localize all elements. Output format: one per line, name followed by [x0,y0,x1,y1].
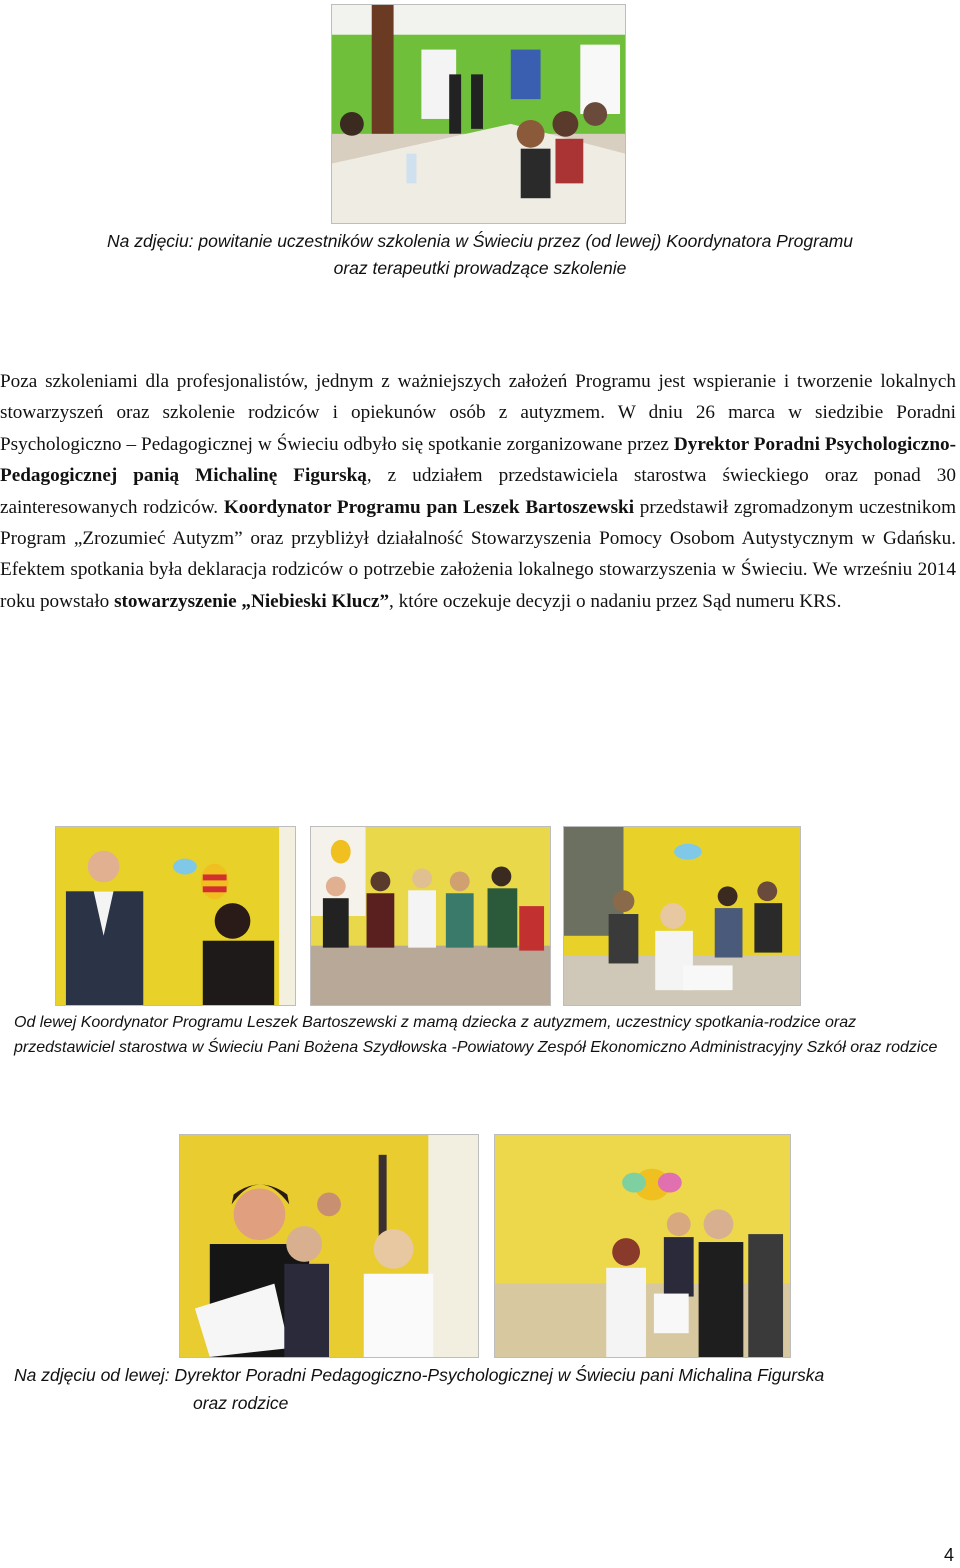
photo-caption-bottom-line2: oraz rodzice [193,1393,289,1413]
photo-caption-top [30,228,930,282]
paragraph-bold: Dyrektor Poradni Psychologiczno-Pedagogicznej panią Michalinę Figurską [0,433,956,487]
caption-line: Na zdjęciu: powitanie uczestników szkolenia w Świeciu przez (od lewej) Koordynatora Programu [106,231,854,251]
paragraph-bold: stowarzyszenie „Niebieski Klucz” [114,590,390,612]
caption-line: oraz terapeutki prowadzące szkolenie [333,258,627,278]
main-paragraph [0,366,956,617]
photo-caption-middle: Od lewej Koordynator Programu Leszek Bartoszewski z mamą dziecka z autyzmem, uczestnicy spotkania-rodzice oraz przedstawiciel starostwa w Świeciu Pani Bożena Szydłowska -Powiatowy Zespół Ekonomiczno Administracyjny Szkół oraz rodzice [14,1014,938,1056]
photo-parents-discussion [494,1134,791,1358]
paragraph-bold: Koordynator Programu pan Leszek Bartoszewski [223,496,635,518]
paragraph-text: , które oczekuje decyzji o nadaniu przez Sąd numeru KRS. [389,590,842,612]
photo-training-welcome [331,4,626,224]
photo-director-figurska [179,1134,479,1358]
photo-caption-bottom-line1: Na zdjęciu od lewej: Dyrektor Poradni Pedagogiczno-Psychologicznej w Świeciu pani Michalina Figurska [14,1365,825,1385]
photo-coordinator-with-mother [55,826,296,1006]
paragraph-text: , z udziałem przedstawiciela starostwa świeckiego oraz ponad 30 zainteresowanych rodziców. [0,465,956,518]
photo-parents-group [563,826,801,1006]
page-number: 4 [943,1545,954,1565]
paragraph-text: Poza szkoleniami dla profesjonalistów, jednym z ważniejszych założeń Programu jest wspieranie i tworzenie lokalnych stowarzyszeń oraz szkolenie rodziców i opiekunów osób z autyzmem. W dniu 26 marca w siedzibie Poradni Psychologiczno – Pedagogicznej w Świeciu odbyło się spotkanie zorganizowane przez [0,371,956,455]
photo-parents-meeting [310,826,551,1006]
paragraph-text: przedstawił zgromadzonym uczestnikom Program „Zrozumieć Autyzm” oraz przybliżył działalność Stowarzyszenia Pomocy Osobom Autystycznym w Gdańsku. Efektem spotkania była deklaracja rodziców o potrzebie założenia lokalnego stowarzyszenia w Świeciu. We wrześniu 2014 roku powstało [0,496,956,612]
